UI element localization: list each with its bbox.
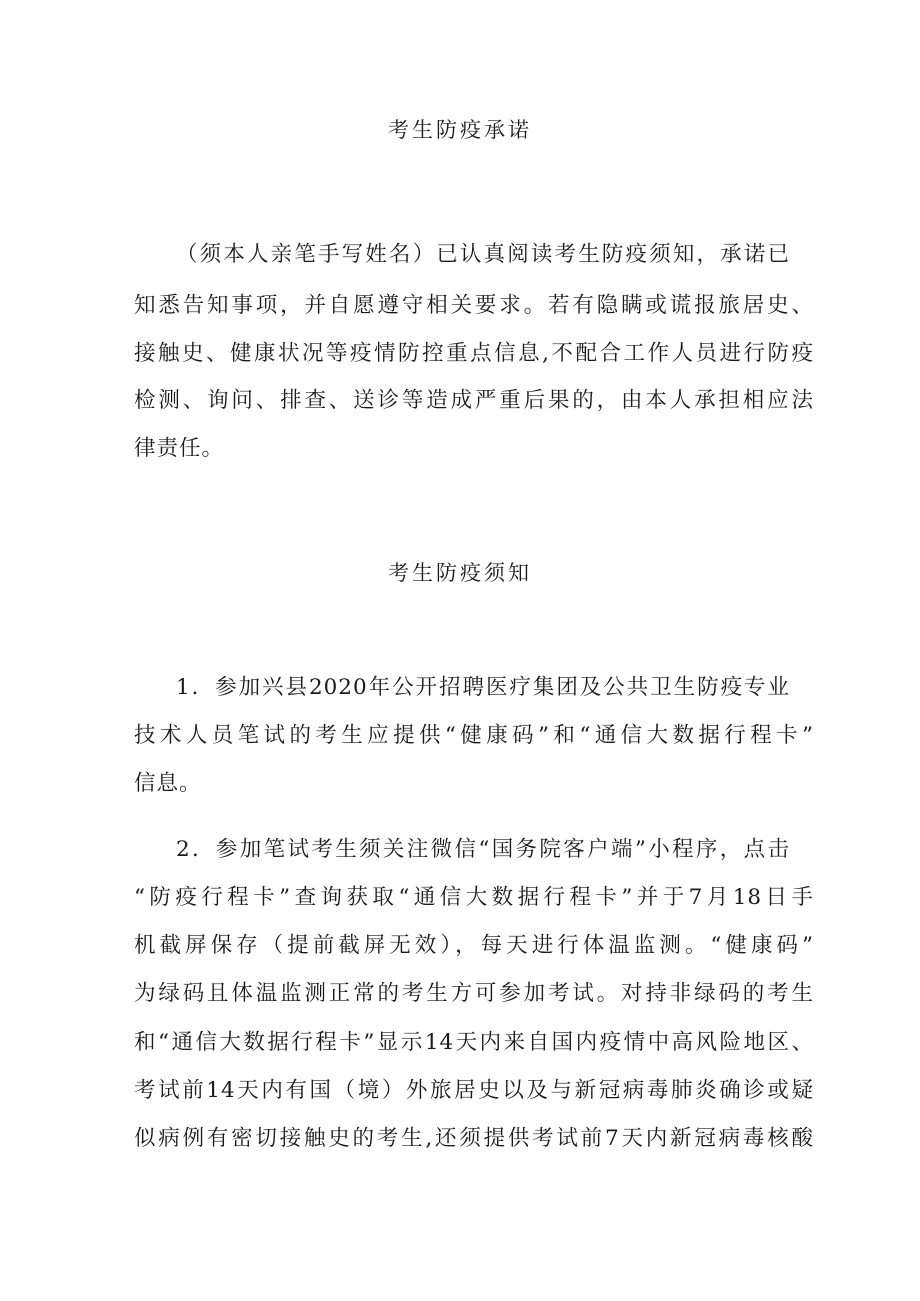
notice-title: 考生防疫须知 (388, 561, 532, 585)
notice-line: 技术人员笔试的考生应提供“健康码”和“通信大数据行程卡” (134, 723, 814, 748)
pledge-line: 知悉告知事项，并自愿遵守相关要求。若有隐瞒或谎报旅居史、 (134, 293, 814, 318)
notice-line: 2．参加笔试考生须关注微信“国务院客户端”小程序，点击 (176, 837, 790, 862)
pledge-line: 律责任。 (134, 436, 225, 461)
pledge-title: 考生防疫承诺 (388, 118, 532, 142)
notice-line: 机截屏保存（提前截屏无效），每天进行体温监测。“健康码” (134, 933, 814, 958)
notice-line: 为绿码且体温监测正常的考生方可参加考试。对持非绿码的考生 (134, 981, 814, 1006)
notice-line: 似病例有密切接触史的考生,还须提供考试前7天内新冠病毒核酸 (134, 1126, 814, 1151)
notice-line: “防疫行程卡”查询获取“通信大数据行程卡”并于7月18日手 (134, 885, 814, 910)
notice-line: 1．参加兴县2020年公开招聘医疗集团及公共卫生防疫专业 (176, 675, 790, 700)
pledge-line: （须本人亲笔手写姓名）已认真阅读考生防疫须知，承诺已 (176, 242, 790, 267)
notice-line: 和“通信大数据行程卡”显示14天内来自国内疫情中高风险地区、 (134, 1030, 814, 1055)
pledge-line: 检测、询问、排查、送诊等造成严重后果的，由本人承担相应法 (134, 388, 814, 413)
notice-line: 信息。 (134, 771, 202, 796)
notice-line: 考试前14天内有国（境）外旅居史以及与新冠病毒肺炎确诊或疑 (134, 1078, 814, 1103)
pledge-line: 接触史、健康状况等疫情防控重点信息,不配合工作人员进行防疫 (134, 341, 814, 366)
